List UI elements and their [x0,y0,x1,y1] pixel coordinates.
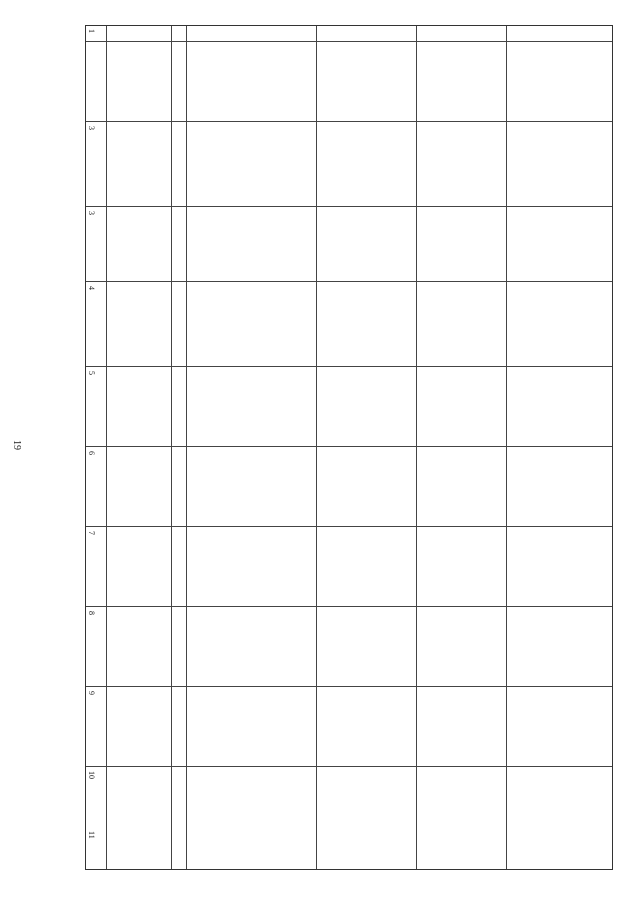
row-line [86,526,612,527]
row-line [86,766,612,767]
column-number: 3 [87,211,96,215]
column-number: 4 [87,286,96,290]
column-number: 10 [87,771,96,779]
column-number: 8 [87,611,96,615]
row-line [86,606,612,607]
column-number: 6 [87,451,96,455]
rotated-table [85,25,613,870]
column-line [171,26,172,869]
column-number: 9 [87,691,96,695]
row-line [86,121,612,122]
row-line [86,281,612,282]
page-number: 19 [11,440,22,450]
column-line [106,26,107,869]
row-line [86,41,612,42]
column-line [416,26,417,869]
column-line [506,26,507,869]
row-line [86,366,612,367]
row-line [86,686,612,687]
column-number: 11 [87,831,96,839]
column-line [316,26,317,869]
column-number: 3 [87,126,96,130]
row-line [86,446,612,447]
column-number: 1 [87,29,96,33]
column-line [186,26,187,869]
column-number: 5 [87,371,96,375]
row-line [86,206,612,207]
column-number: 7 [87,531,96,535]
